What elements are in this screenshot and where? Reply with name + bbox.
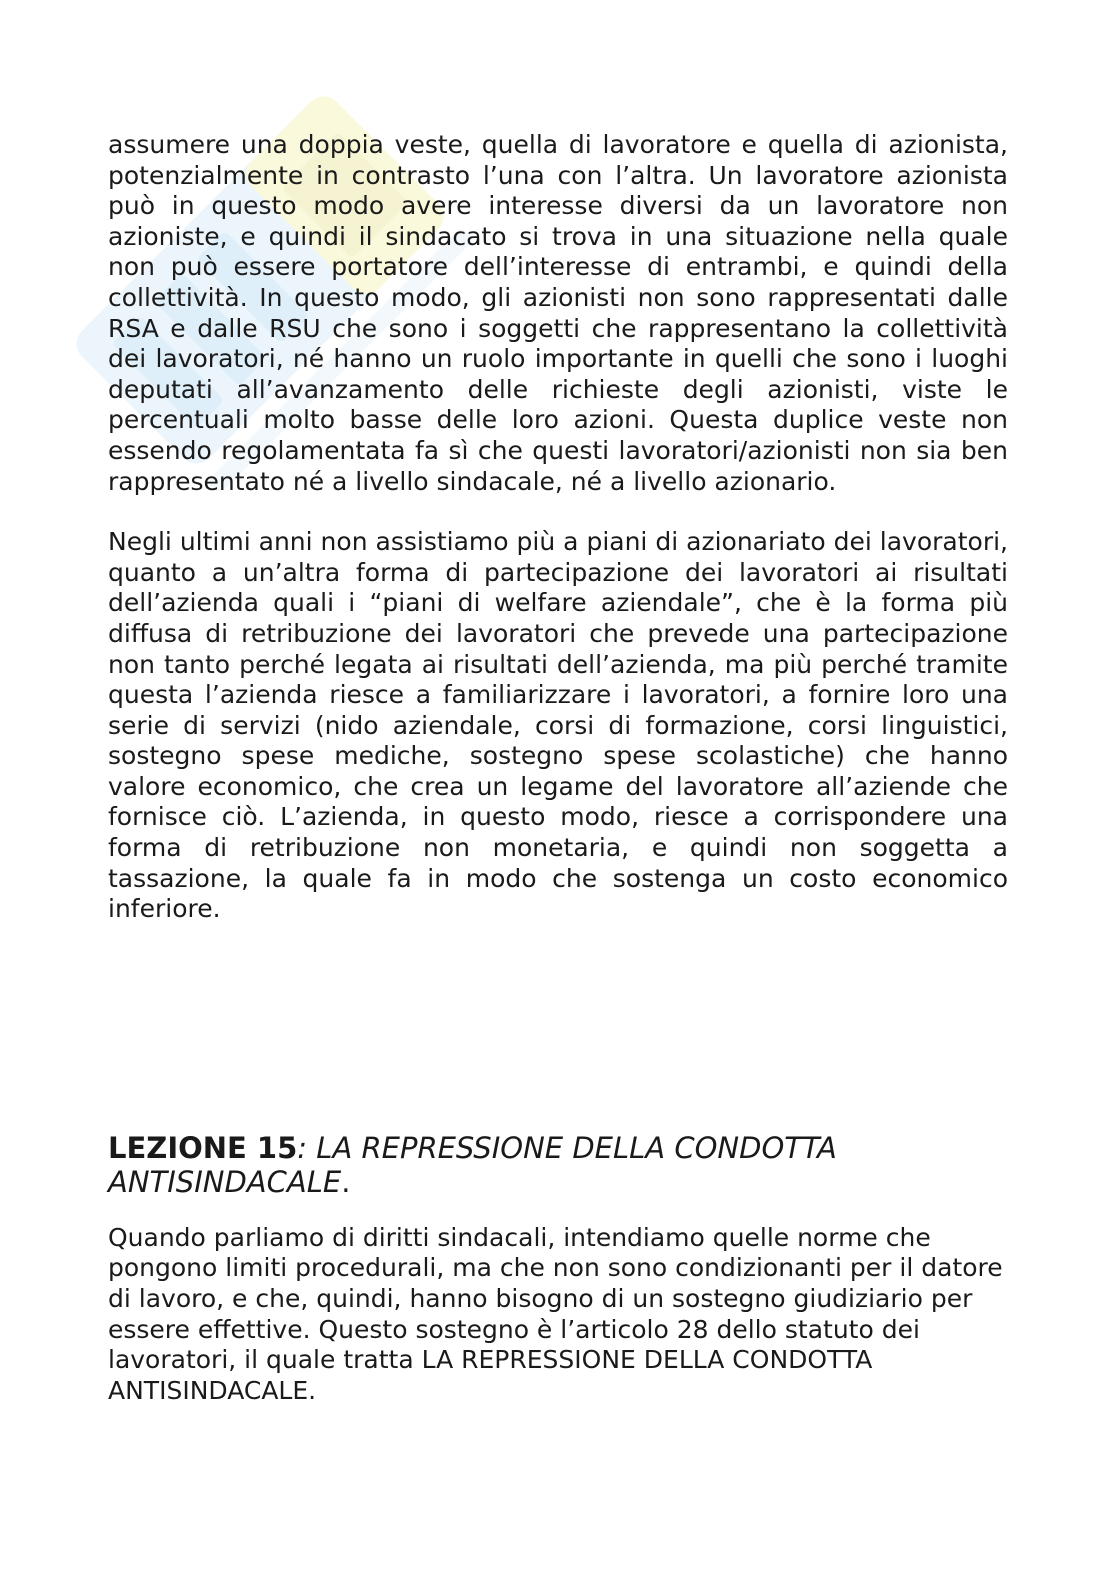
lesson-title: : LA REPRESSIONE DELLA CONDOTTA ANTISINDACALE: [108, 1130, 837, 1199]
paragraph-welfare-aziendale: Negli ultimi anni non assistiamo più a piani di azionariato dei lavoratori, quanto a un’altra forma di partecipazione dei lavoratori ai risultati dell’azienda quali i “piani di welfare aziendale”, che è la forma più diffusa di retribuzione dei lavoratori che prevede una partecipazione non tanto perché legata ai risultati dell’azienda, ma più perché tramite questa l’azienda riesce a familiarizzare i lavoratori, a fornire loro una serie di servizi (nido aziendale, corsi di formazione, corsi linguistici, sostegno spese mediche, sostegno spese scolastiche) che hanno valore economico, che crea un legame del lavoratore all’aziende che fornisce ciò. L’azienda, in questo modo, riesce a corrispondere una forma di retribuzione non monetaria, e quindi non soggetta a tassazione, la quale fa in modo che sostenga un costo economico inferiore.: [108, 527, 1008, 924]
document-page: [108, 130, 1008, 1406]
paragraph-diritti-sindacali: Quando parliamo di diritti sindacali, intendiamo quelle norme che pongono limiti procedurali, ma che non sono condizionanti per il datore di lavoro, e che, quindi, hanno bisogno di un sostegno giudiziario per essere effettive. Questo sostegno è l’articolo 28 dello statuto dei lavoratori, il quale tratta LA REPRESSIONE DELLA CONDOTTA ANTISINDACALE.: [108, 1222, 1003, 1405]
lesson-number: LEZIONE 15: [108, 1130, 298, 1165]
paragraph-azionariato: assumere una doppia veste, quella di lavoratore e quella di azionista, potenzialmente in contrasto l’una con l’altra. Un lavoratore azionista può in questo modo avere interesse diversi da un lavoratore non azioniste, e quindi il sindacato si trova in una situazione nella quale non può essere portatore dell’interesse di entrambi, e quindi della collettività. In questo modo, gli azionisti non sono rappresentati dalle RSA e dalle RSU che sono i soggetti che rappresentano la collettività dei lavoratori, né hanno un ruolo importante in quelli che sono i luoghi deputati all’avanzamento delle richieste degli azionisti, viste le percentuali molto basse delle loro azioni. Questa duplice veste non essendo regolamentata fa sì che questi lavoratori/azionisti non sia ben rappresentato né a livello sindacale, né a livello azionario.: [108, 130, 1008, 496]
lesson-heading: [108, 1131, 1008, 1199]
lesson-title-period: .: [341, 1164, 351, 1199]
